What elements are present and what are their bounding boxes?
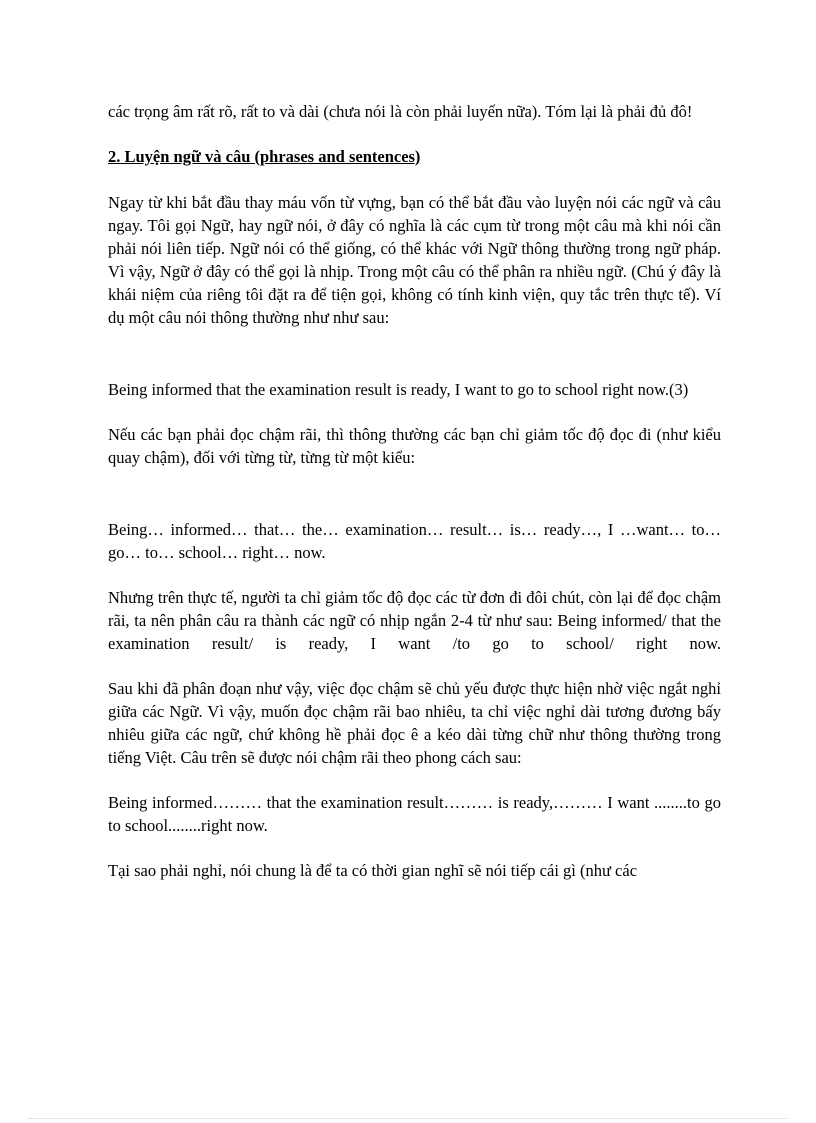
- paragraph-phrases-definition: Ngay từ khi bắt đầu thay máu vốn từ vựng, bạn có thể bắt đầu vào luyện nói các ngữ và câu ngay. Tôi gọi Ngữ, hay ngữ nói, ở đây có nghĩa là các cụm từ trong một câu mà khi nói cần phải nói liên tiếp. Ngữ nói có thể giống, có thể khác với Ngữ thông thường trong ngữ pháp. Vì vậy, Ngữ ở đây có thể gọi là nhịp. Trong một câu có thể phân ra nhiều ngữ. (Chú ý đây là khái niệm của riêng tôi đặt ra để tiện gọi, không có tính kinh viện, quy tắc trên thực tế). Ví dụ một câu nói thông thường như như sau:: [108, 193, 721, 327]
- example-sentence: Being informed that the examination result is ready, I want to go to school right now.(3): [108, 380, 689, 399]
- section-heading: 2. Luyện ngữ và câu (phrases and sentences): [108, 147, 421, 166]
- paragraph-phrase-split: Nhưng trên thực tế, người ta chỉ giảm tốc độ đọc các từ đơn đi đôi chút, còn lại để đọc chậm rãi, ta nên phân câu ra thành các ngữ có nhịp ngắn 2-4 từ như sau: Being informed/ that the examination result/ is ready, I want /to go to school/ right now.: [108, 588, 721, 653]
- example-with-pauses: Being informed……… that the examination result……… is ready,……… I want ........to go to school........right now.: [108, 793, 721, 835]
- example-word-by-word: Being… informed… that… the… examination… result… is… ready…, I …want… to… go… to… school… right… now.: [108, 520, 721, 562]
- document-page: [108, 100, 721, 904]
- paragraph-pausing: Sau khi đã phân đoạn như vậy, việc đọc chậm sẽ chủ yếu được thực hiện nhờ việc ngắt nghỉ giữa các Ngữ. Vì vậy, muốn đọc chậm rãi bao nhiêu, ta chỉ việc nghỉ dài tương đương bấy nhiêu giữa các ngữ, chứ không hề phải đọc ê a kéo dài từng chữ như thông thường trong tiếng Việt. Câu trên sẽ được nói chậm rãi theo phong cách sau:: [108, 679, 721, 767]
- paragraph-why-pause: Tại sao phải nghỉ, nói chung là để ta có thời gian nghĩ sẽ nói tiếp cái gì (như các: [108, 861, 638, 880]
- paragraph-intro: các trọng âm rất rõ, rất to và dài (chưa nói là còn phải luyến nữa). Tóm lại là phải đủ đô!: [108, 102, 693, 121]
- paragraph-slow-reading: Nếu các bạn phải đọc chậm rãi, thì thông thường các bạn chỉ giảm tốc độ đọc đi (như kiểu quay chậm), đối với từng từ, từng từ một kiểu:: [108, 425, 721, 467]
- page-bottom-divider: [28, 1118, 788, 1119]
